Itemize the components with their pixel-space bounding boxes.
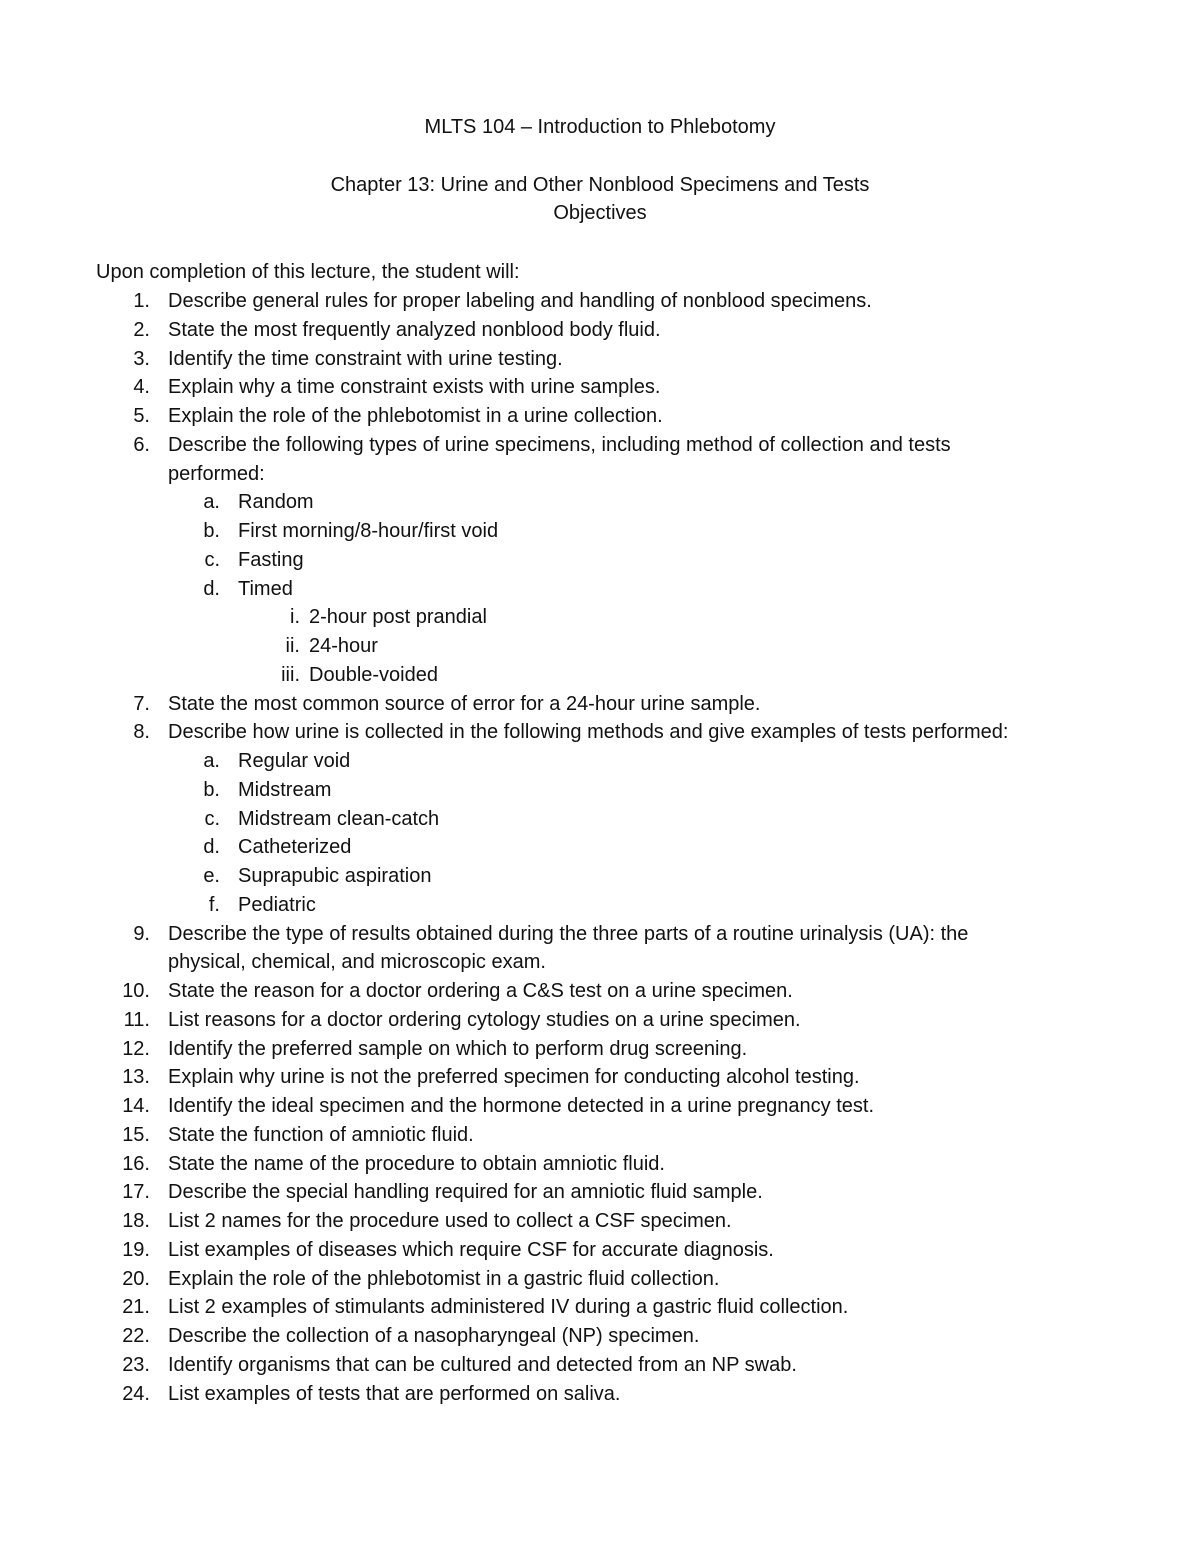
objective-text: State the function of amniotic fluid.: [168, 1123, 474, 1146]
objective-text: Describe the following types of urine specimens, including method of collection and tests: [168, 433, 951, 456]
sub-objective-text: Midstream clean-catch: [238, 807, 440, 830]
objective-text: Describe how urine is collected in the following methods and give examples of tests performed:: [168, 721, 1009, 744]
list-marker: c.: [204, 807, 220, 830]
sub-objective-text: Regular void: [238, 750, 351, 772]
list-marker: 19.: [122, 1238, 150, 1261]
chapter-title: Chapter 13: Urine and Other Nonblood Specimens and Tests: [330, 174, 870, 196]
objective-text: Explain why a time constraint exists with urine samples.: [168, 376, 661, 399]
objective-text: State the reason for a doctor ordering a C&S test on a urine specimen.: [168, 980, 793, 1002]
sub-objective-text: Fasting: [238, 548, 304, 571]
list-marker: 23.: [122, 1353, 150, 1376]
objective-text: State the name of the procedure to obtain amniotic fluid.: [168, 1152, 665, 1175]
list-marker: 22.: [122, 1325, 150, 1347]
list-marker: 24.: [122, 1382, 150, 1405]
sub-objective-text: Midstream: [238, 778, 332, 801]
sub-objective-text: Catheterized: [238, 836, 352, 859]
list-marker: d.: [203, 577, 220, 600]
list-marker: a.: [203, 491, 220, 514]
objective-text: Explain why urine is not the preferred specimen for conducting alcohol testing.: [168, 1066, 860, 1089]
list-marker: b.: [203, 520, 220, 542]
sub-sub-objective-text: 24-hour: [309, 635, 378, 657]
sub-objective-text: Timed: [238, 577, 293, 600]
list-marker: 1.: [133, 290, 150, 312]
sub-objective-text: Random: [238, 491, 314, 514]
objective-text: List examples of diseases which require CSF for accurate diagnosis.: [168, 1238, 774, 1261]
objective-text: Identify the preferred sample on which to perform drug screening.: [168, 1037, 748, 1060]
list-marker: i.: [290, 606, 300, 629]
objective-text: State the most common source of error for a 24-hour urine sample.: [168, 692, 761, 715]
list-marker: d.: [203, 836, 220, 859]
objective-text: Describe the type of results obtained during the three parts of a routine urinalysis (UA): the: [168, 922, 969, 945]
list-marker: 12.: [122, 1037, 150, 1060]
sub-objective-text: Pediatric: [238, 893, 316, 916]
objective-text: List 2 examples of stimulants administered IV during a gastric fluid collection.: [168, 1296, 849, 1319]
objective-text: performed:: [168, 462, 265, 485]
sub-sub-objective-text: Double-voided: [309, 663, 438, 686]
list-marker: 6.: [133, 433, 150, 456]
list-marker: iii.: [281, 663, 300, 686]
list-marker: 9.: [133, 922, 150, 945]
objective-text: Identify the time constraint with urine testing.: [168, 347, 563, 370]
list-marker: 2.: [133, 318, 150, 341]
objective-text: List reasons for a doctor ordering cytology studies on a urine specimen.: [168, 1008, 801, 1031]
objective-text: physical, chemical, and microscopic exam.: [168, 951, 546, 974]
list-marker: f.: [208, 893, 220, 916]
objective-text: List examples of tests that are performed on saliva.: [168, 1382, 621, 1405]
list-marker: 7.: [133, 692, 150, 715]
list-marker: 13.: [122, 1066, 150, 1089]
list-marker: 5.: [133, 405, 150, 427]
list-marker: 17.: [122, 1181, 150, 1204]
list-marker: 21.: [122, 1296, 150, 1319]
objective-text: Describe the special handling required for an amniotic fluid sample.: [168, 1181, 763, 1204]
objective-text: Explain the role of the phlebotomist in a urine collection.: [168, 405, 663, 427]
objective-text: State the most frequently analyzed nonblood body fluid.: [168, 318, 661, 341]
course-title: MLTS 104 – Introduction to Phlebotomy: [424, 116, 776, 138]
list-marker: 16.: [122, 1152, 150, 1175]
list-marker: 20.: [122, 1267, 150, 1290]
list-marker: c.: [204, 548, 220, 571]
objective-text: Identify the ideal specimen and the hormone detected in a urine pregnancy test.: [168, 1095, 875, 1117]
list-marker: 14.: [122, 1095, 150, 1117]
list-marker: b.: [203, 778, 220, 801]
list-marker: 10.: [122, 980, 150, 1002]
objective-text: Identify organisms that can be cultured and detected from an NP swab.: [168, 1353, 797, 1376]
sub-objective-text: Suprapubic aspiration: [238, 865, 432, 887]
objective-text: Describe general rules for proper labeling and handling of nonblood specimens.: [168, 290, 872, 312]
list-marker: 4.: [133, 376, 150, 399]
list-marker: 11.: [123, 1008, 150, 1031]
list-marker: ii.: [285, 635, 300, 657]
list-marker: 3.: [133, 347, 150, 370]
list-marker: 18.: [122, 1210, 150, 1232]
objective-text: List 2 names for the procedure used to collect a CSF specimen.: [168, 1210, 732, 1232]
objective-text: Explain the role of the phlebotomist in a gastric fluid collection.: [168, 1267, 720, 1290]
section-title: Objectives: [553, 202, 647, 224]
list-marker: 15.: [122, 1123, 150, 1146]
list-marker: a.: [203, 750, 220, 772]
objective-text: Describe the collection of a nasopharyngeal (NP) specimen.: [168, 1325, 700, 1347]
sub-objective-text: First morning/8-hour/first void: [238, 520, 499, 542]
sub-sub-objective-text: 2-hour post prandial: [309, 606, 487, 629]
list-marker: 8.: [133, 721, 150, 744]
list-marker: e.: [203, 865, 220, 887]
intro-text: Upon completion of this lecture, the student will:: [96, 261, 520, 283]
